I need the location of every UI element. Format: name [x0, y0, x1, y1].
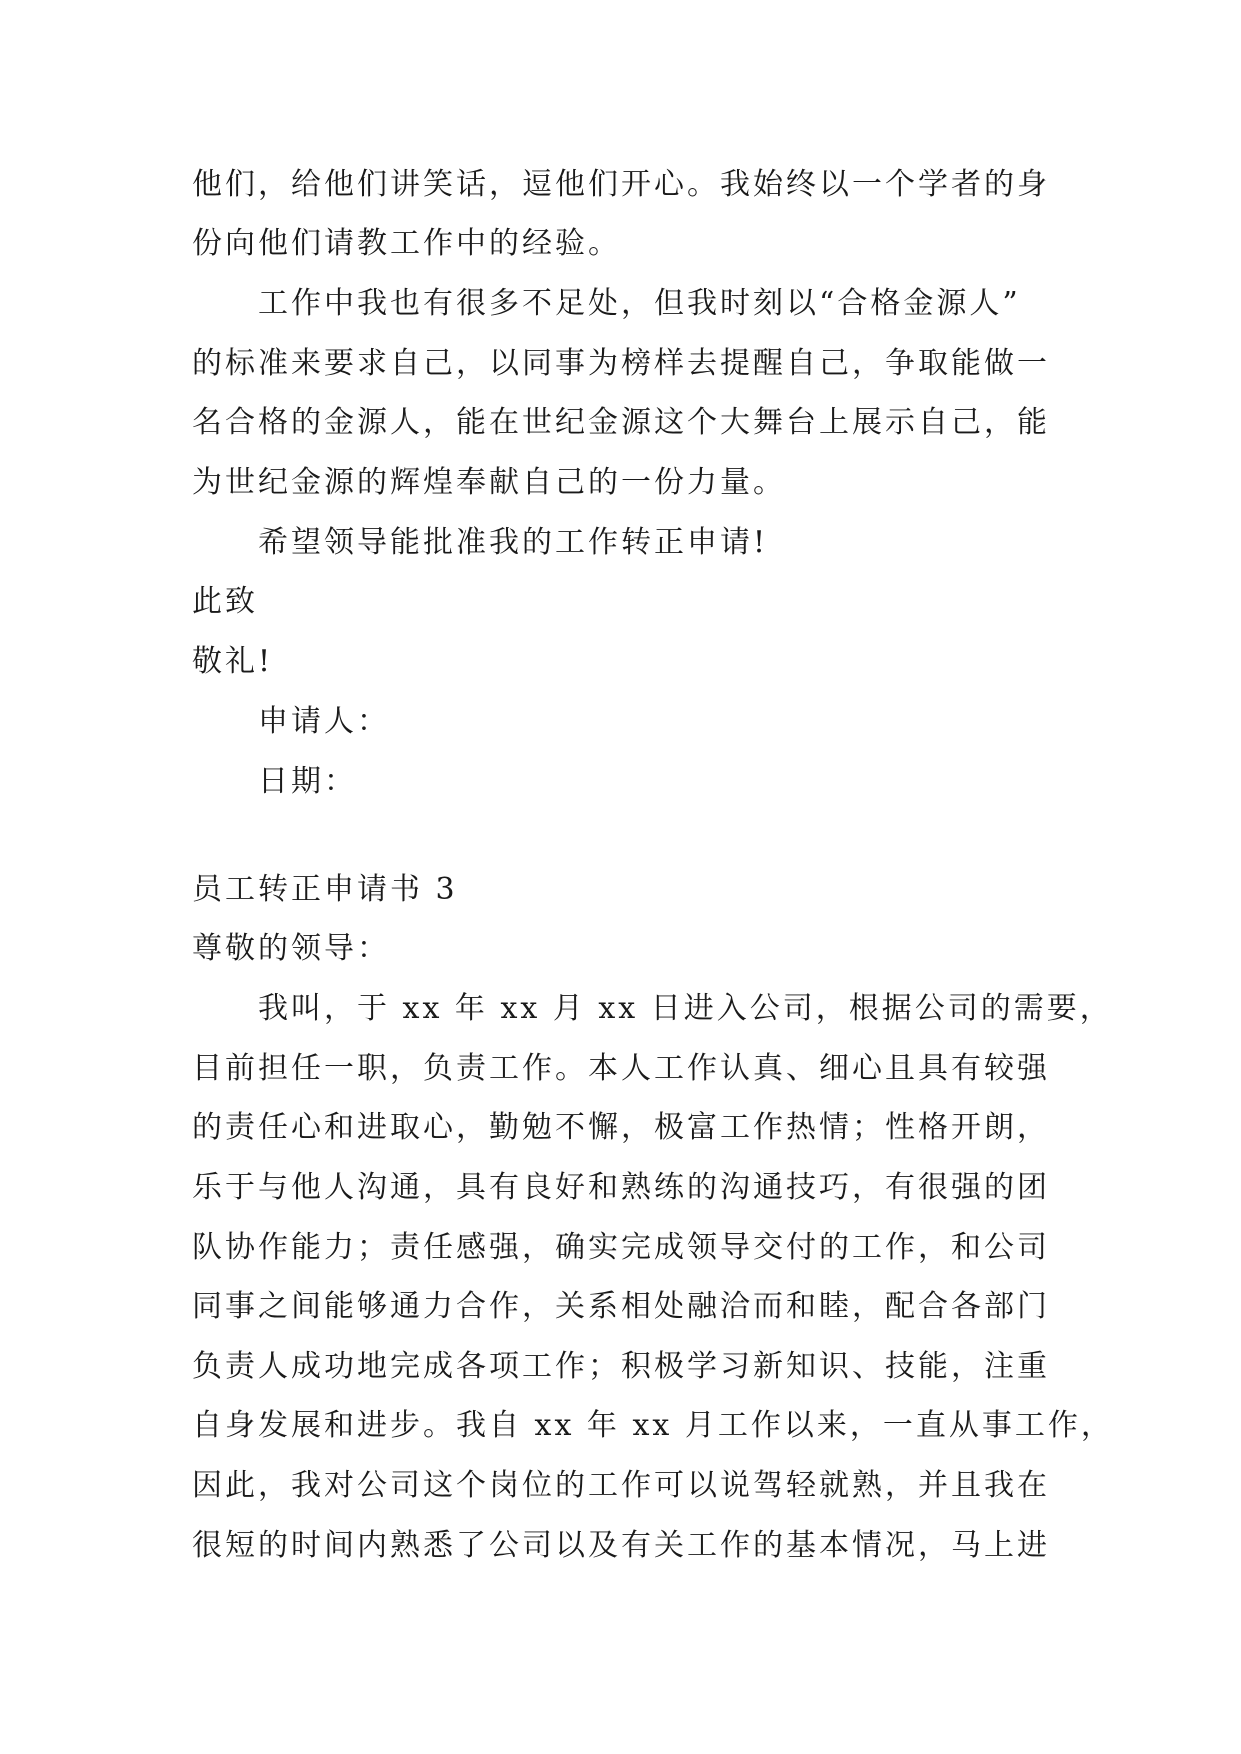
paragraph-line: 乐于与他人沟通，具有良好和熟练的沟通技巧，有很强的团	[192, 1170, 1050, 1205]
paragraph-line: 队协作能力；责任感强，确实完成领导交付的工作，和公司	[192, 1230, 1050, 1265]
paragraph-line: 工作中我也有很多不足处，但我时刻以“合格金源人”	[258, 286, 1021, 321]
salutation: 尊敬的领导：	[192, 931, 390, 966]
paragraph-line: 的标准来要求自己，以同事为榜样去提醒自己，争取能做一	[192, 346, 1050, 381]
paragraph-line: 自身发展和进步。我自 xx 年 xx 月工作以来，一直从事工作，	[192, 1408, 1114, 1443]
paragraph-line: 目前担任一职，负责工作。本人工作认真、细心且具有较强	[192, 1051, 1050, 1086]
paragraph-line: 因此，我对公司这个岗位的工作可以说驾轻就熟，并且我在	[192, 1468, 1050, 1503]
paragraph-line: 我叫，于 xx 年 xx 月 xx 日进入公司，根据公司的需要，	[258, 991, 1113, 1026]
paragraph-line: 负责人成功地完成各项工作；积极学习新知识、技能，注重	[192, 1349, 1050, 1384]
paragraph-line: 同事之间能够通力合作，关系相处融洽而和睦，配合各部门	[192, 1289, 1050, 1324]
date-label: 日期：	[258, 764, 357, 799]
paragraph-line: 的责任心和进取心，勤勉不懈，极富工作热情；性格开朗，	[192, 1110, 1050, 1145]
paragraph-line: 他们，给他们讲笑话，逗他们开心。我始终以一个学者的身	[192, 167, 1050, 202]
paragraph-line: 希望领导能批准我的工作转正申请!	[258, 525, 769, 560]
paragraph-line: 名合格的金源人，能在世纪金源这个大舞台上展示自己，能	[192, 405, 1050, 440]
paragraph-line: 为世纪金源的辉煌奉献自己的一份力量。	[192, 465, 786, 500]
section-title: 员工转正申请书 3	[192, 872, 458, 907]
closing-salute: 敬礼!	[192, 644, 274, 679]
paragraph-line: 份向他们请教工作中的经验。	[192, 226, 621, 261]
paragraph-line: 很短的时间内熟悉了公司以及有关工作的基本情况，马上进	[192, 1528, 1050, 1563]
applicant-label: 申请人：	[258, 704, 390, 739]
closing-line: 此致	[192, 584, 258, 619]
